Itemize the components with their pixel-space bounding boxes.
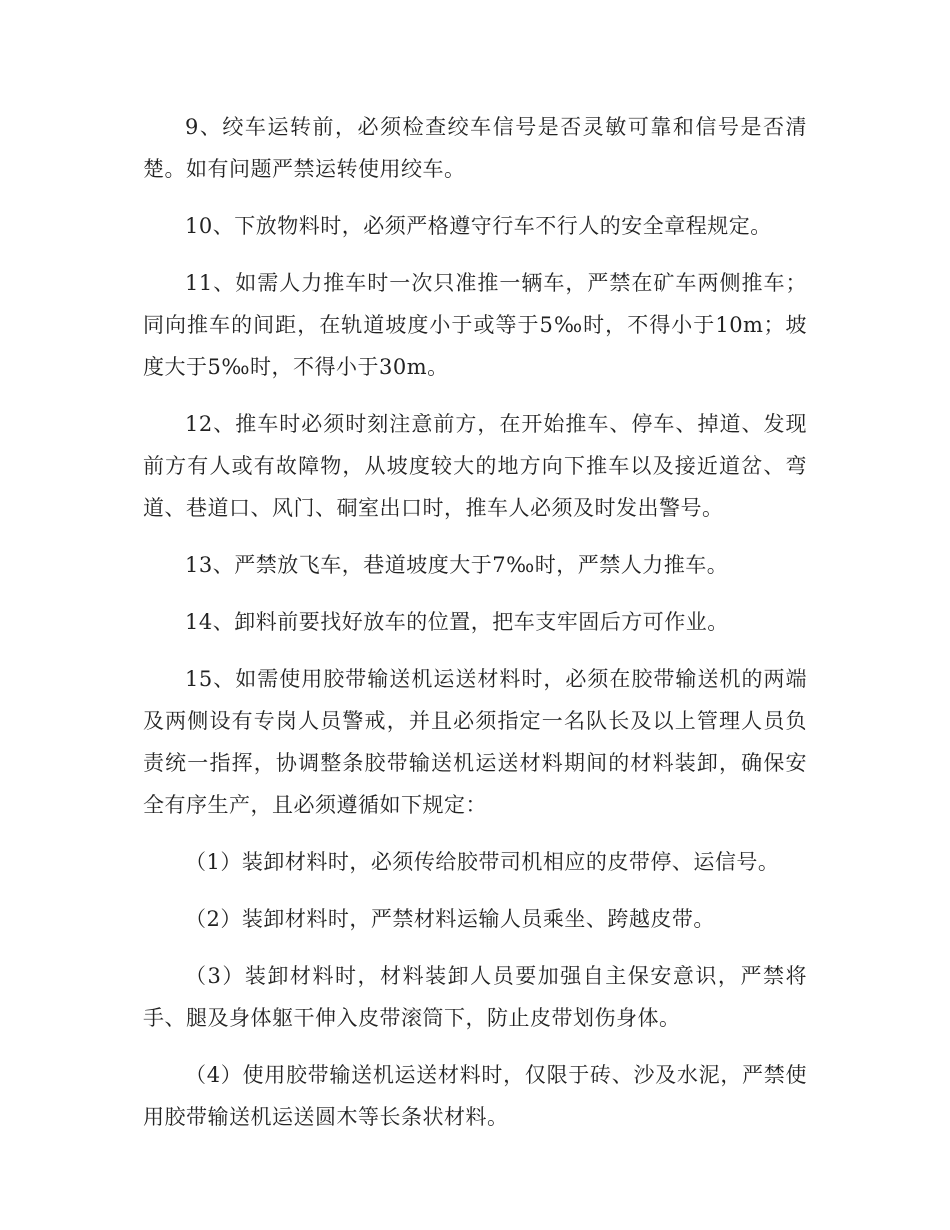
paragraph-15-item-2: （2）装卸材料时，严禁材料运输人员乘坐、跨越皮带。 xyxy=(185,907,715,931)
paragraph-9: 9、绞车运转前，必须检查绞车信号是否灵敏可靠和信号是否清楚。如有问题严禁运转使用绞车。 xyxy=(143,115,807,181)
paragraph-15-item-3: （3）装卸材料时，材料装卸人员要加强自主保安意识，严禁将手、腿及身体躯干伸入皮带滚筒下，防止皮带划伤身体。 xyxy=(143,964,807,1030)
paragraph-12: 12、推车时必须时刻注意前方，在开始推车、停车、掉道、发现前方有人或有故障物，从坡度较大的地方向下推车以及接近道岔、弯道、巷道口、风门、硐室出口时，推车人必须及时发出警号。 xyxy=(143,412,807,520)
paragraph-11: 11、如需人力推车时一次只准推一辆车，严禁在矿车两侧推车；同向推车的间距，在轨道坡度小于或等于5‰时，不得小于10m；坡度大于5‰时，不得小于30m。 xyxy=(143,271,807,379)
paragraph-13: 13、严禁放飞车，巷道坡度大于7‰时，严禁人力推车。 xyxy=(185,553,729,577)
paragraph-15: 15、如需使用胶带输送机运送材料时，必须在胶带输送机的两端及两侧设有专岗人员警戒，并且必须指定一名队长及以上管理人员负责统一指挥，协调整条胶带输送机运送材料期间的材料装卸，确保安全有序生产，且必须遵循如下规定： xyxy=(143,667,807,817)
paragraph-15-item-1: （1）装卸材料时，必须传给胶带司机相应的皮带停、运信号。 xyxy=(185,850,780,874)
paragraph-14: 14、卸料前要找好放车的位置，把车支牢固后方可作业。 xyxy=(185,610,729,634)
paragraph-15-item-4: （4）使用胶带输送机运送材料时，仅限于砖、沙及水泥，严禁使用胶带输送机运送圆木等长条状材料。 xyxy=(143,1063,807,1129)
document-body xyxy=(143,106,807,1153)
paragraph-10: 10、下放物料时，必须严格遵守行车不行人的安全章程规定。 xyxy=(185,214,772,238)
